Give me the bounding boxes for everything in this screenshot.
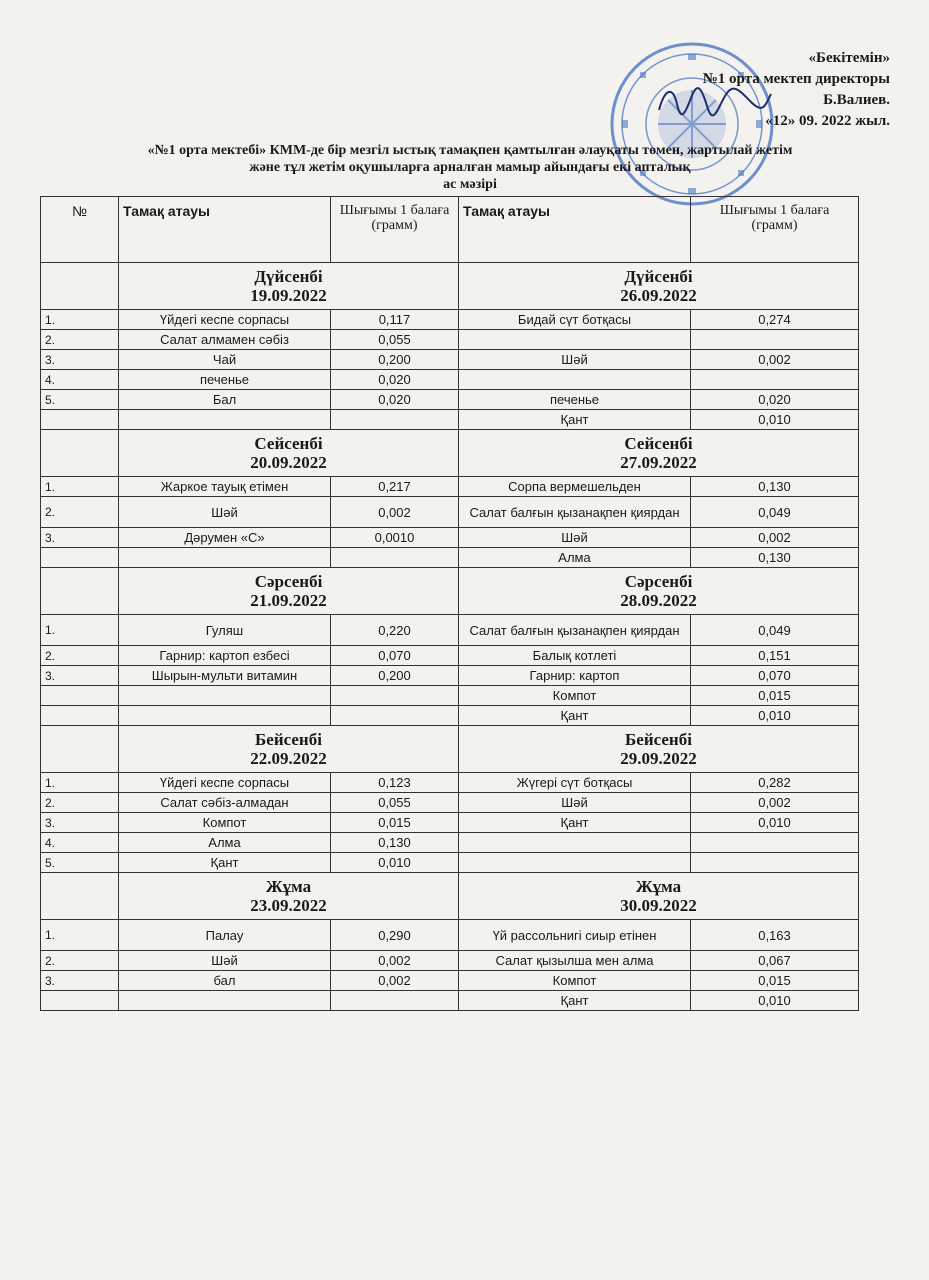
day-date: 22.09.2022	[250, 749, 327, 768]
dish-name-right: Бидай сүт ботқасы	[459, 310, 691, 330]
row-number	[41, 686, 119, 706]
day-header-right	[459, 263, 859, 310]
dish-qty-right: 0,282	[691, 773, 859, 793]
dish-qty-right: 0,163	[691, 920, 859, 951]
day-date: 29.09.2022	[620, 749, 697, 768]
day-name: Дүйсенбі	[254, 267, 323, 286]
row-number	[41, 410, 119, 430]
approval-block	[640, 48, 890, 132]
dish-qty-right: 0,067	[691, 951, 859, 971]
dish-qty-left: 0,010	[331, 853, 459, 873]
row-number: 3.	[41, 813, 119, 833]
dish-name-right	[459, 370, 691, 390]
dish-qty-left: 0,055	[331, 793, 459, 813]
dish-qty-right: 0,010	[691, 813, 859, 833]
header-qty-left: Шығымы 1 балаға (грамм)	[331, 197, 459, 263]
dish-qty-right	[691, 330, 859, 350]
dish-name-left: Үйдегі кеспе сорпасы	[119, 773, 331, 793]
table-row	[41, 813, 859, 833]
menu-table	[40, 196, 859, 1011]
dish-qty-right	[691, 370, 859, 390]
dish-qty-right: 0,049	[691, 497, 859, 528]
day-date: 20.09.2022	[250, 453, 327, 472]
table-row	[41, 793, 859, 813]
dish-qty-right: 0,002	[691, 528, 859, 548]
table-row	[41, 370, 859, 390]
row-number: 5.	[41, 390, 119, 410]
dish-name-left: Шәй	[119, 497, 331, 528]
dish-name-right: Компот	[459, 971, 691, 991]
table-row	[41, 920, 859, 951]
dish-qty-left: 0,290	[331, 920, 459, 951]
dish-qty-right	[691, 853, 859, 873]
dish-qty-left: 0,020	[331, 390, 459, 410]
dish-name-right: Қант	[459, 410, 691, 430]
dish-qty-right: 0,274	[691, 310, 859, 330]
dish-qty-left: 0,200	[331, 666, 459, 686]
day-header-left	[119, 568, 459, 615]
row-number: 2.	[41, 951, 119, 971]
dish-name-left: Жаркое тауық етімен	[119, 477, 331, 497]
day-header-blank	[41, 263, 119, 310]
day-header-left	[119, 263, 459, 310]
dish-qty-right: 0,130	[691, 548, 859, 568]
row-number: 1.	[41, 477, 119, 497]
title-line-2: және тұл жетім оқушыларға арналған мамыр айындағы екі апталық	[249, 160, 691, 175]
dish-qty-right: 0,002	[691, 793, 859, 813]
dish-name-left: Шәй	[119, 951, 331, 971]
day-date: 30.09.2022	[620, 896, 697, 915]
menu-body	[41, 263, 859, 1011]
dish-name-right	[459, 833, 691, 853]
day-date: 27.09.2022	[620, 453, 697, 472]
header-number: №	[41, 197, 119, 263]
dish-qty-left: 0,002	[331, 497, 459, 528]
dish-name-right	[459, 330, 691, 350]
approval-date: «12» 09. 2022 жыл.	[765, 113, 890, 129]
day-name: Жұма	[265, 877, 312, 896]
table-row	[41, 477, 859, 497]
dish-name-right: Шәй	[459, 793, 691, 813]
dish-name-right: Жүгері сүт ботқасы	[459, 773, 691, 793]
dish-name-right: Салат қызылша мен алма	[459, 951, 691, 971]
dish-qty-right: 0,010	[691, 991, 859, 1011]
row-number: 2.	[41, 497, 119, 528]
dish-name-right: Үй рассольнигі сиыр етінен	[459, 920, 691, 951]
table-row	[41, 991, 859, 1011]
dish-qty-left	[331, 686, 459, 706]
dish-name-left: бал	[119, 971, 331, 991]
dish-name-left: Шырын-мульти витамин	[119, 666, 331, 686]
table-row	[41, 666, 859, 686]
day-name: Сейсенбі	[254, 434, 323, 453]
dish-qty-right: 0,130	[691, 477, 859, 497]
day-header-left	[119, 873, 459, 920]
header-dish-left: Тамақ атауы	[119, 197, 331, 263]
day-header-row	[41, 263, 859, 310]
dish-name-left: Бал	[119, 390, 331, 410]
dish-name-right: Гарнир: картоп	[459, 666, 691, 686]
dish-qty-left: 0,002	[331, 951, 459, 971]
dish-name-left: Палау	[119, 920, 331, 951]
dish-name-left: Компот	[119, 813, 331, 833]
table-row	[41, 971, 859, 991]
dish-name-right: Шәй	[459, 528, 691, 548]
dish-name-left	[119, 991, 331, 1011]
document-title	[40, 142, 900, 193]
table-row	[41, 706, 859, 726]
table-row	[41, 310, 859, 330]
dish-name-right: Балық котлеті	[459, 646, 691, 666]
row-number: 3.	[41, 528, 119, 548]
dish-qty-left: 0,002	[331, 971, 459, 991]
dish-qty-right	[691, 833, 859, 853]
day-date: 28.09.2022	[620, 591, 697, 610]
dish-name-left: Гуляш	[119, 615, 331, 646]
day-date: 21.09.2022	[250, 591, 327, 610]
header-dish-right: Тамақ атауы	[459, 197, 691, 263]
dish-qty-left: 0,220	[331, 615, 459, 646]
table-row	[41, 350, 859, 370]
day-header-right	[459, 568, 859, 615]
dish-qty-left: 0,070	[331, 646, 459, 666]
dish-name-right: Сорпа вермешельден	[459, 477, 691, 497]
table-row	[41, 497, 859, 528]
dish-name-right	[459, 853, 691, 873]
approval-name: Б.Валиев.	[823, 92, 890, 108]
dish-qty-left: 0,217	[331, 477, 459, 497]
dish-qty-left: 0,200	[331, 350, 459, 370]
table-row	[41, 773, 859, 793]
dish-name-right: печенье	[459, 390, 691, 410]
dish-qty-left: 0,020	[331, 370, 459, 390]
dish-name-left: печенье	[119, 370, 331, 390]
row-number: 2.	[41, 330, 119, 350]
dish-qty-left: 0,0010	[331, 528, 459, 548]
dish-qty-left: 0,015	[331, 813, 459, 833]
table-row	[41, 853, 859, 873]
day-header-blank	[41, 726, 119, 773]
day-header-row	[41, 430, 859, 477]
dish-qty-right: 0,015	[691, 686, 859, 706]
table-row	[41, 330, 859, 350]
table-row	[41, 528, 859, 548]
row-number: 1.	[41, 773, 119, 793]
dish-qty-right: 0,010	[691, 706, 859, 726]
day-header-right	[459, 873, 859, 920]
day-header-right	[459, 726, 859, 773]
row-number: 2.	[41, 646, 119, 666]
day-date: 19.09.2022	[250, 286, 327, 305]
dish-qty-right: 0,010	[691, 410, 859, 430]
table-row	[41, 951, 859, 971]
day-header-row	[41, 726, 859, 773]
dish-qty-left: 0,055	[331, 330, 459, 350]
dish-name-left: Дәрумен «С»	[119, 528, 331, 548]
row-number: 1.	[41, 615, 119, 646]
dish-qty-left	[331, 548, 459, 568]
dish-qty-right: 0,020	[691, 390, 859, 410]
table-row	[41, 833, 859, 853]
day-name: Сәрсенбі	[254, 572, 323, 591]
table-row	[41, 390, 859, 410]
table-row	[41, 686, 859, 706]
dish-name-left: Қант	[119, 853, 331, 873]
dish-name-left: Алма	[119, 833, 331, 853]
dish-name-left: Үйдегі кеспе сорпасы	[119, 310, 331, 330]
dish-name-left	[119, 686, 331, 706]
table-row	[41, 548, 859, 568]
row-number: 2.	[41, 793, 119, 813]
row-number: 3.	[41, 666, 119, 686]
day-header-left	[119, 726, 459, 773]
dish-name-left: Гарнир: картоп езбесі	[119, 646, 331, 666]
day-header-blank	[41, 430, 119, 477]
table-row	[41, 615, 859, 646]
dish-qty-left	[331, 410, 459, 430]
day-header-blank	[41, 873, 119, 920]
dish-qty-right: 0,015	[691, 971, 859, 991]
dish-name-right: Салат балғын қызанақпен қиярдан	[459, 615, 691, 646]
row-number: 3.	[41, 350, 119, 370]
dish-qty-right: 0,002	[691, 350, 859, 370]
title-line-1: «№1 орта мектебі» КММ-де бір мезгіл ыстық тамақпен қамтылған әлауқаты төмен, жартылай жетім	[147, 143, 793, 158]
dish-name-right: Салат балғын қызанақпен қиярдан	[459, 497, 691, 528]
day-name: Сейсенбі	[624, 434, 693, 453]
dish-name-right: Қант	[459, 991, 691, 1011]
day-header-blank	[41, 568, 119, 615]
dish-qty-right: 0,049	[691, 615, 859, 646]
row-number: 3.	[41, 971, 119, 991]
day-header-left	[119, 430, 459, 477]
row-number: 5.	[41, 853, 119, 873]
day-header-row	[41, 873, 859, 920]
approval-position: №1 орта мектеп директоры	[702, 71, 890, 87]
dish-qty-left: 0,130	[331, 833, 459, 853]
dish-name-right: Шәй	[459, 350, 691, 370]
dish-name-right: Қант	[459, 813, 691, 833]
dish-name-left	[119, 410, 331, 430]
row-number: 1.	[41, 310, 119, 330]
title-line-3: ас мәзірі	[443, 177, 497, 192]
day-name: Бейсенбі	[625, 730, 692, 749]
dish-name-right: Компот	[459, 686, 691, 706]
dish-qty-left: 0,123	[331, 773, 459, 793]
day-name: Бейсенбі	[255, 730, 322, 749]
approval-title: «Бекітемін»	[808, 50, 890, 66]
table-row	[41, 410, 859, 430]
row-number	[41, 706, 119, 726]
table-header-row	[41, 197, 859, 263]
day-name: Сәрсенбі	[624, 572, 693, 591]
row-number: 1.	[41, 920, 119, 951]
dish-name-right: Алма	[459, 548, 691, 568]
dish-name-right: Қант	[459, 706, 691, 726]
header-qty-right: Шығымы 1 балаға (грамм)	[691, 197, 859, 263]
dish-name-left: Салат сәбіз-алмадан	[119, 793, 331, 813]
dish-name-left	[119, 706, 331, 726]
dish-qty-right: 0,070	[691, 666, 859, 686]
day-header-right	[459, 430, 859, 477]
row-number	[41, 991, 119, 1011]
row-number: 4.	[41, 370, 119, 390]
day-date: 23.09.2022	[250, 896, 327, 915]
dish-name-left: Салат алмамен сәбіз	[119, 330, 331, 350]
dish-qty-left	[331, 706, 459, 726]
row-number: 4.	[41, 833, 119, 853]
day-date: 26.09.2022	[620, 286, 697, 305]
table-row	[41, 646, 859, 666]
row-number	[41, 548, 119, 568]
dish-qty-left	[331, 991, 459, 1011]
dish-qty-right: 0,151	[691, 646, 859, 666]
day-name: Жұма	[635, 877, 682, 896]
day-name: Дүйсенбі	[624, 267, 693, 286]
dish-name-left	[119, 548, 331, 568]
dish-name-left: Чай	[119, 350, 331, 370]
day-header-row	[41, 568, 859, 615]
dish-qty-left: 0,117	[331, 310, 459, 330]
